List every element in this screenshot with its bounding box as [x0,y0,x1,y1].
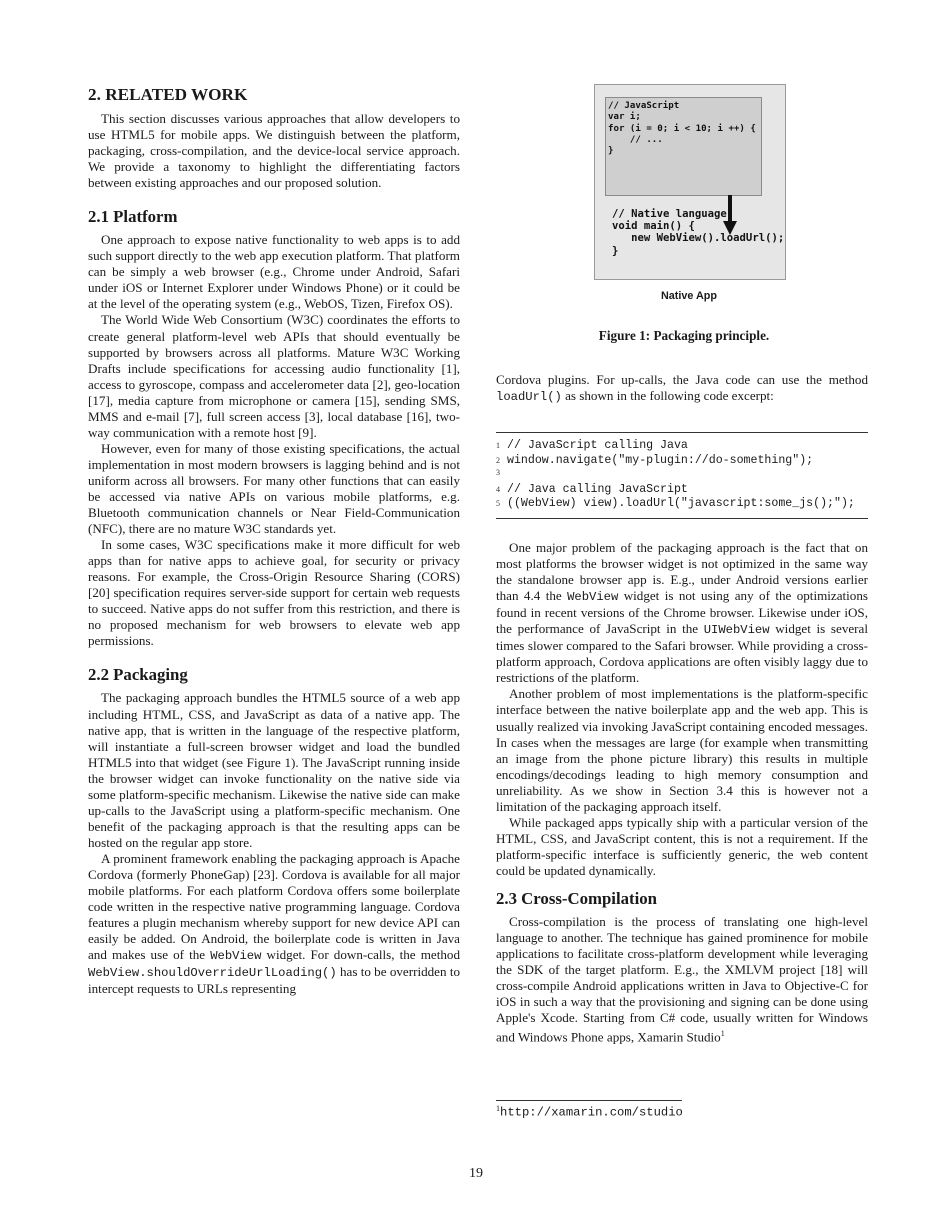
packaged-apps-paragraph: While packaged apps typically ship with a particular version of the HTML, CSS, and JavaScript content, this is not a requirement. If the platform-specific interface is sufficiently generic, the web content could be updated dynamically. [496,814,868,878]
cross-compilation-paragraph: Cross-compilation is the process of translating one high-level language to another. The technique has gained prominence for mobile applications to facilitate cross-platform development while leveraging the SDK of the target platform. E.g., the XMLVM project [18] will cross-compile Android applications written in Java to Objective-C for iOS in such a way that the provisioning and signing can be done using Apple's Xcode. Starting from C# code, usually written for Windows and Windows Phone apps, Xamarin Studio$^1$ [496,913,868,1045]
platform-paragraph-2: The World Wide Web Consortium (W3C) coordinates the efforts to create general platform-level web APIs that should eventually be supported by browsers across all platforms. Mature W3C Working Drafts include specifications for accessing audio functionality [1], access to gyroscope, compass and accelerometer data [2], geo-location [17], media capture from microphone or camera [15], sending SMS, MMS and e-mail [7], full screen access [3], local database [16], two-way communication with a remote host [9]. [88,312,460,440]
code-line: 5 ((WebView) view).loadUrl("javascript:some_js();"); [496,497,855,511]
footnote-divider [496,1100,682,1101]
left-column [88,80,460,997]
inline-code: UIWebView [703,623,770,638]
code-line: 2 window.navigate("my-plugin://do-something"); [496,453,814,467]
inline-code: WebView [567,590,619,605]
inline-code: WebView [210,949,262,964]
plugins-paragraph: Cordova plugins. For up-calls, the Java code can use the method loadUrl() as shown in the following code excerpt: [496,372,868,405]
section-heading-cross-compilation: 2.3 Cross-Compilation [496,888,657,908]
section-heading-related-work: 2. RELATED WORK [88,85,248,104]
code-line: 4 // Java calling JavaScript [496,482,688,496]
figure-packaging-diagram [594,84,786,280]
code-line: 1 // JavaScript calling Java [496,439,688,452]
inline-code: loadUrl() [496,390,562,405]
right-column-body [496,540,868,1046]
footnote-marker: 1 [720,1029,725,1039]
footnote: $^1$http://xamarin.com/studio [496,1104,683,1120]
figure-native-code: // Native language void main() { new WebView().loadUrl(); } [612,208,785,257]
packaging-paragraph-1: The packaging approach bundles the HTML5 source of a web app including HTML, CSS, and JavaScript as data of a native app. The native app, that is written in the language of the respective platform, will instantiate a full-screen browser widget and load the bundled HTML5 into that widget (see Figure 1). The JavaScript running inside the browser widget can invoke functionality on the native side via some platform-specific mechanism. Likewise the native side can make up-calls to the JavaScript using a platform-specific mechanism. One benefit of the packaging approach is that the resulting apps can be hosted on the regular app store. [88,690,460,850]
related-work-paragraph: This section discusses various approaches that allow developers to use HTML5 for mobile apps. We distinguish between the platform, packaging, cross-compilation, and the device-local service approach. We provide a taxonomy to highlight the differentiating factors between existing approaches and our proposed solution. [88,111,460,191]
section-heading-platform: 2.1 Platform [88,207,178,227]
page-number: 19 [469,1166,483,1181]
packaging-paragraph-2: A prominent framework enabling the packaging approach is Apache Cordova (formerly PhoneGap) [23]. Cordova is available for all major mobile platforms. For each platform Cordova offers some boilerplate code written in the respective native programming language. Cordova features a plugin mechanism whereby support for new device API can easily be added. On Android, the boilerplate code is written in Java and makes use of the WebView widget. For down-calls, the method WebView.shouldOverrideUrlLoading() has to be overridden to intercept requests to URLs representing [88,850,460,997]
platform-paragraph-1: One approach to expose native functionality to web apps is to add such support directly to the web app execution platform. That platform can be simply a web browser (e.g., Chrome under Android, Safari under iOS or Internet Explorer under Windows Phone) or it could be at the level of the operating system (e.g., WebOS, Tizen, Firefox OS). [88,232,460,312]
code-line: 3 [496,468,500,478]
figure-label: Native App [661,290,717,302]
footnote-url: http://xamarin.com/studio [500,1105,683,1120]
right-column-intro [496,372,868,405]
platform-paragraph-3: However, even for many of those existing specifications, the actual implementation in most modern browsers is lagging behind and is not uniform across all browsers. For many other functions that can easily be accessed via native APIs on various mobile platforms, e.g. Bluetooth communication channels or Near Field-Communication (NFC), there are no mature W3C standards yet. [88,440,460,537]
packaging-problem-paragraph: One major problem of the packaging approach is the fact that on most platforms the browser widget is not optimized in the same way the standalone browser app is. E.g., under Android versions earlier than 4.4 the WebView widget is not using any of the optimizations found in recent versions of the Chrome browser. Likewise under iOS, the performance of JavaScript in the UIWebView widget is several times slower compared to the Safari browser. While providing a cross-platform approach, Cordova applications are often visibly laggy due to restrictions of the platform. [496,540,868,686]
figure-caption: Figure 1: Packaging principle. [598,328,770,343]
platform-paragraph-4: In some cases, W3C specifications make it more difficult for web apps than for native apps to achieve goal, for security or privacy reasons. For example, the Cross-Origin Resource Sharing (CORS) [20] specification requires server-side support for certain web requests to succeed. Native apps do not suffer from this restriction, and there is no proposed mechanism for web browsers to elevate web app permissions. [88,537,460,649]
section-heading-packaging: 2.2 Packaging [88,665,188,685]
inline-code: WebView.shouldOverrideUrlLoading() [88,966,337,981]
figure-javascript-code: // JavaScript var i; for (i = 0; i < 10; i ++) { // ... } [608,101,756,157]
code-listing [496,432,868,519]
interface-problem-paragraph: Another problem of most implementations is the platform-specific interface between the native boilerplate app and the web app. This is usually realized via invoking JavaScript containing encoded messages. In cases when the messages are large (for example when transmitting an image from the phone picture library) this results in multiple encodings/decodings leading to high memory consumption and unreliability. As we show in Section 3.4 this is however not a limitation of the packaging approach itself. [496,686,868,814]
